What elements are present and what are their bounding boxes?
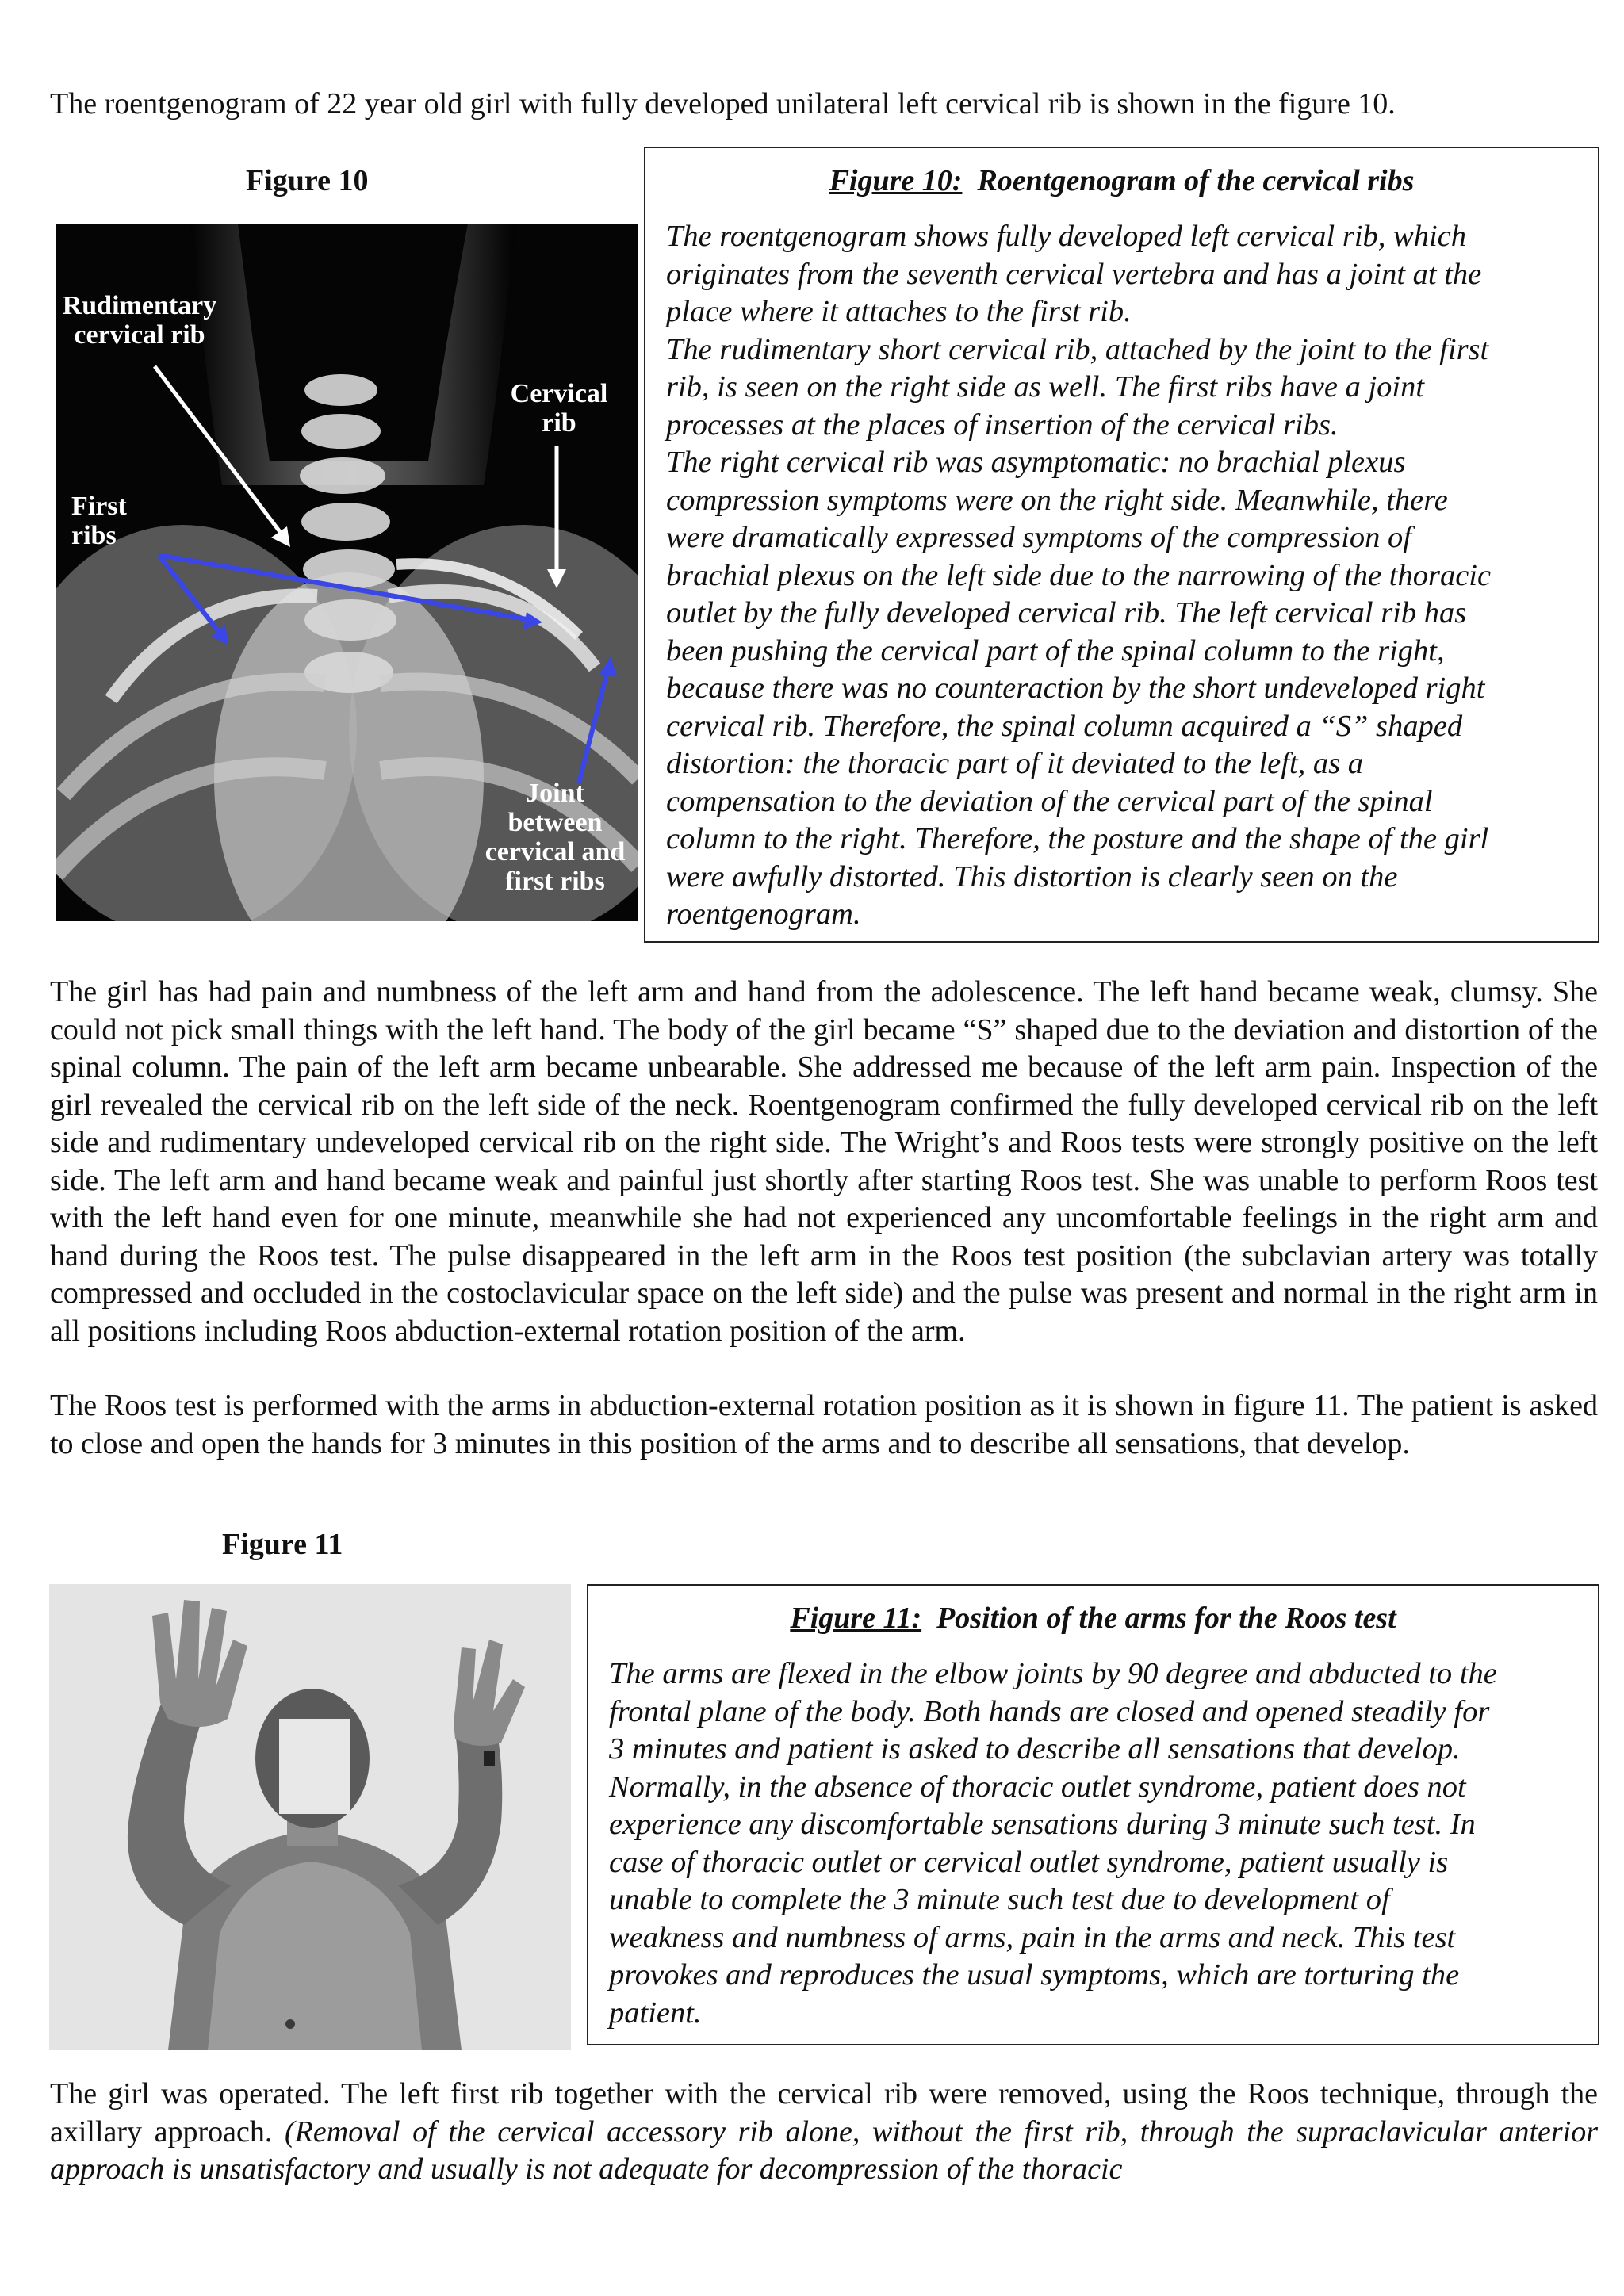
closing-italic-line-2: supraclavicular anterior approach is unsatisfactory and usually is not adequate for decompression of the thoracic <box>50 2114 1599 2186</box>
body-paragraph-1: The girl has had pain and numbness of the left arm and hand from the adolescence. The left hand became weak, clumsy. She could not pick small things with the left hand. The body of the girl became “S” shaped due to the deviation and distortion of the spinal column. The pain of the left arm became unbearable. She addressed me because of the left arm pain. Inspection of the girl revealed the cervical rib on the left side of the neck. Roentgenogram confirmed the fully developed cervical rib on the left side and rudimentary undeveloped cervical rib on the right side. The Wright’s and Roos tests were strongly positive on the left side. The left arm and hand became weak and painful just shortly after starting Roos test. She was unable to perform Roos test with the left hand even for one minute, meanwhile she had not experienced any uncomfortable feelings in the right arm and hand during the Roos test. The pulse disappeared in the left arm in the Roos test position (the subclavian artery was totally compressed and occluded in the costoclavicular space on the left side) and the pulse was present and normal in the right arm in all positions including Roos abduction-external rotation position of the arm. <box>50 975 1598 1348</box>
face-blur-patch <box>279 1719 350 1814</box>
closing-italic-line-1: (Removal of the cervical accessory rib alone, without the first rib, through the <box>284 2114 1284 2149</box>
figure-11-photo <box>49 1584 571 2050</box>
body-paragraph-2: The Roos test is performed with the arms in abduction-external rotation position as it is shown in figure 11. The patient is asked to close and open the hands for 3 minutes in this position of the arms and to describe all sensations, that develop. <box>50 1389 1598 1460</box>
label-joint: Joint between cervical and first ribs <box>485 779 626 896</box>
label-first-ribs: First ribs <box>71 492 127 550</box>
figure-11-heading: Figure 11 <box>222 1528 343 1561</box>
closing-text: The girl was operated. The left first rib together with the cervical rib were removed, using the Roos technique, through the axillary approach. <box>50 2077 1598 2149</box>
closing-paragraph <box>50 2076 1598 2189</box>
figure-10-xray-image <box>56 224 638 921</box>
figure-10-caption-text: The roentgenogram shows fully developed left cervical rib, which originates from the seventh cervical vertebra and has a joint at the place where it attaches to the first rib. The rudimentary short cervical rib, attached by the joint to the first rib, is seen on the right side as well. The first ribs have a joint processes at the places of insertion of the cervical ribs. The right cervical rib was asymptomatic: no brachial plexus compression symptoms were on the right side. Meanwhile, there were dramatically expressed symptoms of the compression of brachial plexus on the left side due to the narrowing of the thoracic outlet by the fully developed cervical rib. The left cervical rib has been pushing the cervical part of the spinal column to the right, because there was no counteraction by the short undeveloped right cervical rib. Therefore, the spinal column acquired a “S” shaped distortion: the thoracic part of it deviated to the left, as a compensation to the deviation of the cervical part of the spinal column to the right. Therefore, the posture and the shape of the girl were awfully distorted. This distortion is clearly seen on the roentgenogram. <box>666 220 1492 931</box>
roos-test-photo-graphic <box>49 1584 571 2050</box>
figure-11-caption-title: Figure 11: Position of the arms for the Roos test <box>790 1601 1396 1635</box>
figure-11-caption-box <box>587 1584 1599 2045</box>
figure-11-caption-text: The arms are flexed in the elbow joints by 90 degree and abducted to the frontal plane of the body. Both hands are closed and opened steadily for 3 minutes and patient is asked to describe all sensations that develop. Normally, in the absence of thoracic outlet syndrome, patient does not experience any discomfortable sensations during 3 minute such test. In case of thoracic outlet or cervical outlet syndrome, patient usually is unable to complete the 3 minute such test due to development of weakness and numbness of arms, pain in the arms and neck. This test provokes and reproduces the usual symptoms, which are torturing the patient. <box>609 1657 1497 2030</box>
label-cervical-rib: Cervical rib <box>510 379 608 438</box>
figure-10-caption-box <box>644 147 1599 943</box>
figure-10-heading: Figure 10 <box>246 164 369 197</box>
figure-10-caption-title: Figure 10: Roentgenogram of the cervical ribs <box>829 164 1415 197</box>
label-rudimentary-cervical-rib: Rudimentary cervical rib <box>62 291 217 350</box>
intro-paragraph: The roentgenogram of 22 year old girl with fully developed unilateral left cervical rib is shown in the figure 10. <box>50 87 1396 121</box>
